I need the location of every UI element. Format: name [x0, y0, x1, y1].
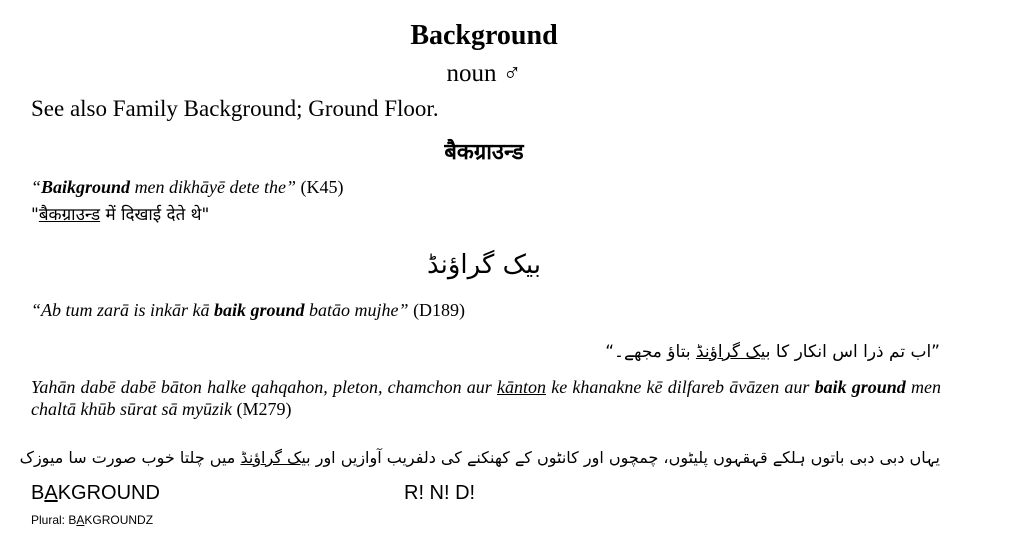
hindi-underlined-term: बैकग्राउन्ड — [38, 205, 101, 225]
urdu-headword: بیک گراؤنڈ — [426, 250, 541, 280]
example1-translit — [31, 177, 344, 198]
see-also: See also Family Background; Ground Floor. — [31, 96, 439, 121]
example2-text-end: batāo mujhe” — [304, 300, 409, 320]
code-word — [31, 482, 160, 505]
hindi-quote-rest: में दिखाई देते थे" — [100, 205, 210, 225]
example3-bold-term: baik ground — [814, 377, 906, 397]
pos-label: noun — [446, 60, 497, 87]
urdu-para-after: میں چلتا خوب صورت سا میوزک — [19, 448, 241, 467]
example2-translit — [31, 300, 465, 321]
hindi-open-quote: " — [31, 205, 39, 225]
plural-pre: B — [68, 513, 77, 527]
plural-underlined: A — [76, 513, 85, 527]
example3-translit — [31, 376, 941, 420]
example3-text-end: men chaltā khūb sūrat sā myūzik — [31, 377, 941, 419]
hindi-headword: बैकग्राउन्ड — [444, 140, 524, 165]
example3-ref: (M279) — [231, 399, 292, 419]
urdu-para-underlined-term: بیک گراؤنڈ — [240, 448, 311, 467]
code-transcription: R! N! D! — [404, 482, 476, 504]
gender-symbol: ♂ — [502, 60, 522, 87]
plural-post: KGROUNDZ — [84, 513, 154, 527]
headword: Background — [410, 20, 558, 51]
urdu-quote-after: بتاؤ مجھے۔“ — [605, 342, 696, 362]
example1-bold-term: Baikground — [41, 177, 131, 197]
example2-bold-term: baik ground — [214, 300, 305, 320]
urdu-para-before: یہاں دبی دبی باتوں ہلکے قہقہوں پلیٹوں، چمچوں اور کانٹوں کے کھنکنے کی دلفریب آوازیں اور — [310, 448, 940, 467]
example1-ref: (K45) — [296, 177, 344, 197]
code-word-underlined: A — [44, 482, 58, 504]
example1-text: men dikhāyē dete the — [130, 177, 286, 197]
plural-prefix: Plural: — [31, 513, 69, 527]
example1-hindi — [31, 202, 209, 225]
code-word-pre: B — [31, 482, 45, 504]
code-word-post: KGROUND — [57, 482, 160, 504]
example3-text-start: Yahān dabē dabē bāton halke qahqahon, pleton, chamchon aur — [31, 377, 498, 397]
example2-urdu — [605, 341, 940, 362]
urdu-underlined-term: بیک گراؤنڈ — [695, 342, 771, 362]
plural-form — [31, 513, 153, 527]
example1-close-quote: ” — [286, 177, 297, 197]
example3-underlined-term: kānton — [497, 377, 547, 397]
example3-urdu — [20, 448, 940, 467]
example3-text-middle: ke khanakne kē dilfareb āvāzen aur — [546, 377, 815, 397]
example2-text-start: “Ab tum zarā is inkār kā — [31, 300, 215, 320]
part-of-speech — [0, 60, 968, 88]
example2-ref: (D189) — [408, 300, 466, 320]
example1-open-quote: “ — [31, 177, 42, 197]
urdu-quote-before: ”اب تم ذرا اس انکار کا — [770, 342, 940, 362]
